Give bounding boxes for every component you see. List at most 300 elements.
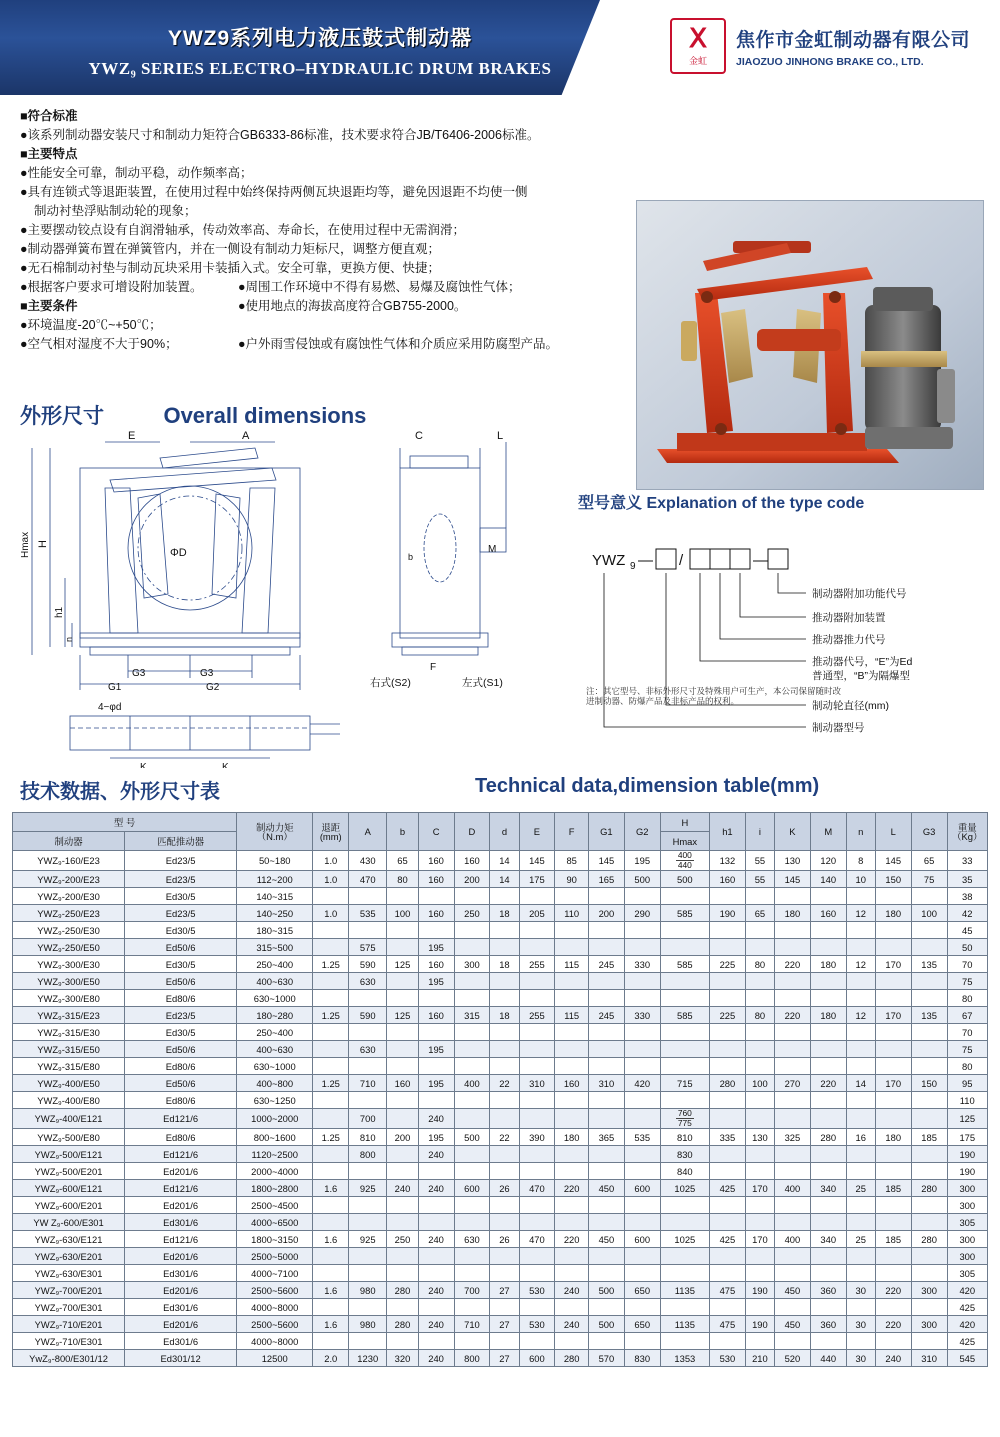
cell-H: 715 (660, 1075, 709, 1092)
cell-d: 27 (490, 1350, 519, 1367)
cell-M (810, 1041, 846, 1058)
product-photo (636, 200, 984, 490)
label-Hmax: Hmax (20, 531, 31, 558)
cell-G1 (588, 1041, 624, 1058)
cell-D (454, 1024, 490, 1041)
cell-G1: 245 (588, 956, 624, 973)
cell-torque: 1800~3150 (237, 1231, 313, 1248)
characteristics-line-6a: ●根据客户要求可增设附加装置。 (20, 280, 203, 294)
cell-i (745, 1109, 774, 1129)
type-note-5: 制动轮直径(mm) (812, 700, 889, 712)
cell-G2 (624, 1041, 660, 1058)
cell-G3 (911, 1299, 947, 1316)
cell-pusher: Ed121/6 (125, 1109, 237, 1129)
cell-brake: YWZ₉-315/E30 (13, 1024, 125, 1041)
cell-pusher: Ed50/6 (125, 939, 237, 956)
cell-h1 (709, 922, 745, 939)
cell-torque: 2500~5600 (237, 1316, 313, 1333)
cell-K (774, 1214, 810, 1231)
cell-h1 (709, 1109, 745, 1129)
cell-pusher: Ed201/6 (125, 1197, 237, 1214)
cell-i: 210 (745, 1350, 774, 1367)
cell-M (810, 888, 846, 905)
cell-D (454, 1333, 490, 1350)
cell-L: 150 (875, 871, 911, 888)
cell-F (555, 1041, 589, 1058)
cell-G3: 185 (911, 1129, 947, 1146)
cell-A (349, 1333, 387, 1350)
cell-pusher: Ed121/6 (125, 1180, 237, 1197)
cell-d: 18 (490, 956, 519, 973)
cell-K (774, 1333, 810, 1350)
cell-n (846, 1333, 875, 1350)
cell-pusher: Ed301/6 (125, 1333, 237, 1350)
table-row (13, 922, 988, 939)
cell-M (810, 1058, 846, 1075)
cell-h1: 475 (709, 1316, 745, 1333)
th-torque: 制动力矩 （N.m） (237, 813, 313, 851)
cell-F: 220 (555, 1180, 589, 1197)
conditions-line-1b: ●使用地点的海拔高度符合GB755-2000。 (238, 299, 467, 313)
cell-E: 255 (519, 1007, 555, 1024)
table-row (13, 1180, 988, 1197)
cell-pusher: Ed80/6 (125, 1092, 237, 1109)
cell-G1 (588, 1058, 624, 1075)
cell-H: 585 (660, 956, 709, 973)
cell-retreat (313, 1214, 349, 1231)
cell-E: 175 (519, 871, 555, 888)
cell-C: 160 (418, 956, 454, 973)
cell-A (349, 1248, 387, 1265)
label-h1: h1 (54, 606, 65, 618)
cell-brake: YWZ₉-250/E23 (13, 905, 125, 922)
cell-pusher: Ed30/5 (125, 922, 237, 939)
logo-mark: Ⅹ (689, 23, 707, 53)
cell-G2: 650 (624, 1282, 660, 1299)
cell-b (387, 973, 418, 990)
cell-H (660, 1197, 709, 1214)
cell-brake: YWZ₉-600/E121 (13, 1180, 125, 1197)
cell-E (519, 1092, 555, 1109)
cell-E: 600 (519, 1350, 555, 1367)
cell-weight: 425 (947, 1299, 987, 1316)
cell-H (660, 939, 709, 956)
cell-C: 195 (418, 1041, 454, 1058)
cell-H (660, 888, 709, 905)
cell-C (418, 1163, 454, 1180)
cell-G1 (588, 1214, 624, 1231)
cell-brake: YWZ₉-500/E121 (13, 1146, 125, 1163)
header-title-cn: YWZ9系列电力液压鼓式制动器 (167, 27, 473, 50)
cell-h1: 530 (709, 1350, 745, 1367)
cell-C: 240 (418, 1231, 454, 1248)
cell-n: 12 (846, 905, 875, 922)
cell-L (875, 1146, 911, 1163)
cell-F (555, 1265, 589, 1282)
cell-pusher: Ed301/12 (125, 1350, 237, 1367)
cell-A (349, 922, 387, 939)
cell-pusher: Ed50/6 (125, 1041, 237, 1058)
cell-F: 115 (555, 956, 589, 973)
cell-F (555, 888, 589, 905)
dimension-drawing (10, 428, 570, 768)
cell-h1 (709, 973, 745, 990)
cell-n: 14 (846, 1075, 875, 1092)
cell-h1 (709, 1214, 745, 1231)
company-name-cn: 焦作市金虹制动器有限公司 (736, 29, 971, 51)
cell-d: 26 (490, 1231, 519, 1248)
cell-A: 810 (349, 1129, 387, 1146)
cell-i (745, 1058, 774, 1075)
cell-D (454, 1092, 490, 1109)
cell-pusher: Ed201/6 (125, 1282, 237, 1299)
header-company-block (648, 0, 1000, 95)
cell-brake: YWZ₉-300/E80 (13, 990, 125, 1007)
th-model-group: 型 号 (13, 813, 237, 832)
cell-b: 240 (387, 1180, 418, 1197)
table-row (13, 1024, 988, 1041)
table-row (13, 1350, 988, 1367)
cell-C: 240 (418, 1316, 454, 1333)
cell-G2 (624, 1092, 660, 1109)
cell-E (519, 922, 555, 939)
cell-weight: 33 (947, 851, 987, 871)
cell-C: 240 (418, 1350, 454, 1367)
table-row (13, 973, 988, 990)
cell-M (810, 922, 846, 939)
cell-G2: 500 (624, 871, 660, 888)
cell-weight: 190 (947, 1146, 987, 1163)
cell-D (454, 1265, 490, 1282)
cell-brake: YW Z₉-600/E301 (13, 1214, 125, 1231)
cell-K: 325 (774, 1129, 810, 1146)
cell-G2 (624, 1248, 660, 1265)
cell-b: 100 (387, 905, 418, 922)
cell-L (875, 1092, 911, 1109)
cell-retreat: 1.6 (313, 1180, 349, 1197)
th-F: F (555, 813, 589, 851)
cell-G2 (624, 922, 660, 939)
cell-C (418, 1214, 454, 1231)
cell-G2 (624, 1058, 660, 1075)
table-row (13, 1214, 988, 1231)
cell-G3: 75 (911, 871, 947, 888)
cell-retreat: 1.6 (313, 1282, 349, 1299)
label-n: n (64, 636, 74, 642)
cell-E (519, 1214, 555, 1231)
cell-weight: 35 (947, 871, 987, 888)
cell-torque: 630~1250 (237, 1092, 313, 1109)
cell-A: 630 (349, 1041, 387, 1058)
cell-b (387, 1146, 418, 1163)
type-code-section (578, 490, 990, 770)
cell-pusher: Ed23/5 (125, 1007, 237, 1024)
cell-G1: 450 (588, 1231, 624, 1248)
cell-A (349, 1214, 387, 1231)
cell-H (660, 1214, 709, 1231)
cell-G1 (588, 1109, 624, 1129)
cell-n (846, 1299, 875, 1316)
cell-L (875, 888, 911, 905)
dimensions-title-cn: 外形尺寸 (20, 405, 104, 428)
cell-n: 10 (846, 871, 875, 888)
cell-L: 170 (875, 956, 911, 973)
cell-F (555, 1248, 589, 1265)
cell-brake: YWZ₉-400/E121 (13, 1109, 125, 1129)
cell-G1: 245 (588, 1007, 624, 1024)
cell-A (349, 1265, 387, 1282)
cell-A: 575 (349, 939, 387, 956)
cell-n (846, 1265, 875, 1282)
cell-H (660, 1058, 709, 1075)
cell-G2 (624, 973, 660, 990)
cell-E (519, 1146, 555, 1163)
cell-d (490, 888, 519, 905)
cell-d: 14 (490, 871, 519, 888)
cell-G2 (624, 1197, 660, 1214)
cell-A: 925 (349, 1180, 387, 1197)
cell-G2: 330 (624, 956, 660, 973)
cell-C (418, 1265, 454, 1282)
cell-M (810, 1265, 846, 1282)
type-code-footnote: 注：其它型号、非标外形尺寸及特殊用户可生产，本公司保留随时改进制动器、防爆产品及非标产品的权利。 (586, 686, 842, 706)
cell-A: 630 (349, 973, 387, 990)
cell-H: 1025 (660, 1180, 709, 1197)
cell-i (745, 1024, 774, 1041)
cell-d (490, 1299, 519, 1316)
cell-brake: YWZ₉-630/E121 (13, 1231, 125, 1248)
cell-b (387, 888, 418, 905)
cell-h1: 335 (709, 1129, 745, 1146)
cell-retreat (313, 1146, 349, 1163)
cell-K: 450 (774, 1282, 810, 1299)
cell-G1 (588, 973, 624, 990)
cell-h1 (709, 1248, 745, 1265)
th-L: L (875, 813, 911, 851)
cell-H (660, 1333, 709, 1350)
cell-h1: 425 (709, 1231, 745, 1248)
cell-n (846, 1024, 875, 1041)
cell-K (774, 1109, 810, 1129)
cell-L (875, 1265, 911, 1282)
characteristics-line-2b: 制动衬垫浮贴制动轮的现象； (34, 204, 197, 218)
cell-D (454, 1109, 490, 1129)
cell-pusher: Ed23/5 (125, 851, 237, 871)
cell-weight: 125 (947, 1109, 987, 1129)
cell-h1 (709, 1058, 745, 1075)
cell-torque: 400~630 (237, 973, 313, 990)
cell-weight: 545 (947, 1350, 987, 1367)
cell-G1: 165 (588, 871, 624, 888)
cell-A: 430 (349, 851, 387, 871)
cell-b: 160 (387, 1075, 418, 1092)
table-row (13, 1075, 988, 1092)
table-row (13, 939, 988, 956)
cell-brake: YWZ₉-200/E23 (13, 871, 125, 888)
table-title (20, 775, 820, 804)
cell-torque: 4000~7100 (237, 1265, 313, 1282)
cell-A: 710 (349, 1075, 387, 1092)
cell-A: 980 (349, 1282, 387, 1299)
cell-d (490, 939, 519, 956)
company-name-en: JIAOZUO JINHONG BRAKE CO., LTD. (736, 55, 924, 68)
cell-h1 (709, 939, 745, 956)
cell-G1: 570 (588, 1350, 624, 1367)
cell-F (555, 1058, 589, 1075)
cell-i (745, 1214, 774, 1231)
cell-H (660, 1024, 709, 1041)
cell-i: 55 (745, 871, 774, 888)
cell-G3: 280 (911, 1180, 947, 1197)
cell-i: 55 (745, 851, 774, 871)
cell-pusher: Ed80/6 (125, 990, 237, 1007)
cell-weight: 38 (947, 888, 987, 905)
cell-pusher: Ed201/6 (125, 1163, 237, 1180)
cell-b (387, 1265, 418, 1282)
label-right-type: 右式(S2) (370, 677, 411, 689)
cell-i (745, 1163, 774, 1180)
th-K: K (774, 813, 810, 851)
cell-pusher: Ed121/6 (125, 1231, 237, 1248)
cell-pusher: Ed23/5 (125, 905, 237, 922)
cell-retreat (313, 1109, 349, 1129)
table-row (13, 1231, 988, 1248)
cell-D (454, 1146, 490, 1163)
cell-weight: 300 (947, 1180, 987, 1197)
cell-C: 160 (418, 871, 454, 888)
table-row (13, 1197, 988, 1214)
cell-L (875, 1248, 911, 1265)
th-retreat: 退距 (mm) (313, 813, 349, 851)
cell-b: 125 (387, 956, 418, 973)
cell-d (490, 1265, 519, 1282)
cell-H (660, 990, 709, 1007)
cell-h1 (709, 1092, 745, 1109)
cell-D: 315 (454, 1007, 490, 1024)
cell-weight: 42 (947, 905, 987, 922)
cell-D (454, 990, 490, 1007)
cell-G2: 420 (624, 1075, 660, 1092)
cell-weight: 305 (947, 1214, 987, 1231)
cell-retreat: 1.6 (313, 1316, 349, 1333)
th-A: A (349, 813, 387, 851)
cell-b: 65 (387, 851, 418, 871)
cell-G2 (624, 1163, 660, 1180)
characteristics-line-3: ●主要摆动铰点设有自润滑轴承，传动效率高、寿命长，在使用过程中无需润滑； (20, 223, 466, 237)
cell-retreat (313, 973, 349, 990)
cell-G2: 290 (624, 905, 660, 922)
cell-d (490, 1109, 519, 1129)
cell-A: 590 (349, 956, 387, 973)
cell-M (810, 1248, 846, 1265)
cell-pusher: Ed301/6 (125, 1265, 237, 1282)
cell-E: 530 (519, 1316, 555, 1333)
cell-A: 535 (349, 905, 387, 922)
cell-retreat (313, 1058, 349, 1075)
label-phiD: ΦD (170, 547, 187, 559)
cell-retreat: 2.0 (313, 1350, 349, 1367)
cell-F (555, 1092, 589, 1109)
cell-F: 115 (555, 1007, 589, 1024)
cell-weight: 190 (947, 1163, 987, 1180)
type-code-title-en: Explanation of the type code (646, 495, 865, 512)
cell-n (846, 1041, 875, 1058)
cell-C: 240 (418, 1180, 454, 1197)
cell-weight: 420 (947, 1282, 987, 1299)
cell-G1: 500 (588, 1316, 624, 1333)
cell-brake: YWZ₉-300/E50 (13, 973, 125, 990)
cell-C: 195 (418, 973, 454, 990)
table-head (13, 813, 988, 851)
label-C: C (415, 430, 423, 442)
cell-G3 (911, 1024, 947, 1041)
cell-G3 (911, 1265, 947, 1282)
cell-n: 25 (846, 1180, 875, 1197)
cell-h1 (709, 1265, 745, 1282)
cell-weight: 45 (947, 922, 987, 939)
cell-i: 130 (745, 1129, 774, 1146)
type-note-4: 普通型，“B”为隔爆型 (812, 670, 910, 682)
cell-K (774, 1041, 810, 1058)
cell-brake: YWZ₉-250/E50 (13, 939, 125, 956)
cell-G3: 280 (911, 1231, 947, 1248)
cell-n (846, 1214, 875, 1231)
cell-d: 18 (490, 905, 519, 922)
cell-n (846, 888, 875, 905)
table-row (13, 1282, 988, 1299)
cell-G2: 830 (624, 1350, 660, 1367)
th-H: H (660, 813, 709, 832)
cell-pusher: Ed50/6 (125, 1075, 237, 1092)
cell-F (555, 1109, 589, 1129)
characteristics-line-5: ●无石棉制动衬垫与制动瓦块采用卡装插入式。安全可靠，更换方便、快捷； (20, 261, 441, 275)
cell-A (349, 1024, 387, 1041)
cell-L (875, 1109, 911, 1129)
cell-pusher: Ed80/6 (125, 1058, 237, 1075)
cell-F: 280 (555, 1350, 589, 1367)
cell-h1: 425 (709, 1180, 745, 1197)
type-code-dash: — (638, 552, 653, 569)
cell-H: 830 (660, 1146, 709, 1163)
cell-F (555, 1024, 589, 1041)
cell-C: 195 (418, 1129, 454, 1146)
cell-E: 145 (519, 851, 555, 871)
cell-G3 (911, 973, 947, 990)
cell-C: 240 (418, 1146, 454, 1163)
table-title-cn: 技术数据、外形尺寸表 (20, 781, 220, 803)
cell-h1 (709, 888, 745, 905)
cell-G3 (911, 1333, 947, 1350)
cell-M: 440 (810, 1350, 846, 1367)
cell-L (875, 1041, 911, 1058)
cell-b (387, 1214, 418, 1231)
cell-G3 (911, 1214, 947, 1231)
label-left-type: 左式(S1) (462, 677, 503, 689)
cell-i: 100 (745, 1075, 774, 1092)
cell-torque: 180~280 (237, 1007, 313, 1024)
cell-E (519, 990, 555, 1007)
cell-C: 195 (418, 939, 454, 956)
cell-D: 200 (454, 871, 490, 888)
cell-K: 130 (774, 851, 810, 871)
th-i: i (745, 813, 774, 851)
cell-K (774, 1248, 810, 1265)
cell-retreat (313, 1299, 349, 1316)
cell-h1: 280 (709, 1075, 745, 1092)
dimension-drawing-svg (10, 428, 570, 768)
th-E: E (519, 813, 555, 851)
cell-F (555, 1299, 589, 1316)
